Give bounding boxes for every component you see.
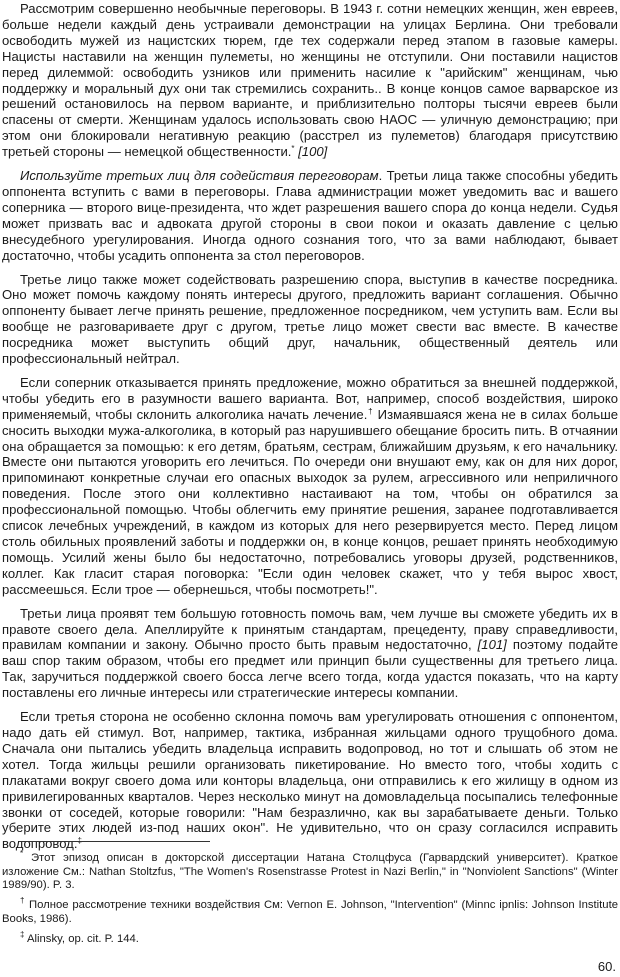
footnote [2, 896, 619, 926]
italic-text: Используйте третьих лиц для содействия переговорам [20, 168, 379, 184]
paragraph-text: Если третья сторона не особенно склонна помочь вам урегулировать отношения с оппонентом, надо дать ей стимул. Вот, например, тактика, избранная жильцами одного трущобного дома. Сначала они пытались убедить владельца исправить водопровод, но тот и слышать об этом не хотел. Тогда жильцы решили организовать пикетирование. Но вместо того, чтобы ходить с плакатами вокруг своего дома или конторы владельца, они отправились к его жилищу в одном из привилегированных кварталов. Через несколько минут на домовладельца посыпались телефонные звонки от соседей, которые говорили: "Нам безразлично, как вы зарабатываете деньги. Только уберите этих людей из-под наших окон". Не удивительно, что он сразу согласился исправить водопровод. [2, 709, 618, 852]
footnote-mark: † [20, 896, 26, 906]
paragraph [2, 606, 618, 701]
paragraph [2, 375, 618, 598]
paragraph-text: Рассмотрим совершенно необычные переговоры. В 1943 г. сотни немецких женщин, жен евреев, больше недели каждый день устраивали демонстрации на улицах Берлина. Они требовали освободить мужей из нацистских тюрем, где тех содержали перед этапом в газовые камеры. Нацисты наставили на женщин пулеметы, но женщины не отступили. Они поставили нацистов перед дилеммой: освободить узников или применить насилие к "арийским" женщинам, чью поддержку и моральный дух они так стремились сохранить.. В конце концов самое варварское из решений остановилось на первом варианте, и приблизительно полторы тысячи евреев были спасены от смерти. Женщинам удалось использовать свою НАОС — уличную демонстрацию; при этом они блокировали негативную реакцию (расстрел из пулеметов) благодаря присутствию третьей стороны — немецкой общественности. [2, 1, 618, 160]
footnote-marker: * [291, 144, 295, 154]
footnote-mark: * [20, 849, 24, 858]
footnote-text: Alinsky, op. cit. P. 144. [26, 932, 139, 945]
footnote-marker: † [367, 406, 374, 416]
paragraph [2, 709, 618, 852]
footnote-mark: ‡ [20, 929, 25, 939]
paragraph-text: Если соперник отказывается принять предложение, можно обратиться за внешней поддержкой, чтобы убедить его в разумности вашего варианта. Вот, например, способ воздействия, широко применяемый, чтобы склонить алкоголика начать лечение. [2, 374, 618, 422]
footnote [2, 929, 618, 947]
footnote-text: Этот эпизод описан в докторской диссертации Натана Столцфуса (Гарвардский университет). Краткое изложение См.: Nathan Stoltzfus, "The Women's Rosenstrasse Protest in Nazi Berlin," in "Nonviolent Sanctions" (Winter 1989/90). P. 3. [2, 852, 618, 892]
paragraph-text: поэтому подайте ваш спор таким образом, чтобы его предмет или принцип были существенны для третьего лица. Так, заручиться поддержкой своего босса легче всего тогда, когда удастся показать, что на карту поставлены его личные интересы или стратегические интересы компании. [2, 637, 618, 701]
italic-text: [100] [294, 144, 328, 160]
paragraph-text: Измаявшаяся жена не в силах больше сносить выходки мужа-алкоголика, в который раз нарушившего обещание бросить пить. В отчаянии она обращается за помощью: к его детям, братьям, сестрам, ближайшим друзьям, к его начальнику. Вместе они пытаются уговорить его лечиться. По очереди они внушают ему, как он для них дорог, припоминают конкретные случаи его опасных выходок за рулем, агрессивного или неприличного поведения. После этого они коллективно настаивают на том, чтобы он обратился за профессиональной помощью. Чтобы облегчить ему принятие решения, заранее подготавливается список лечебных учреждений, в каждом из которых для него резервируется место. Перед лицом столь обильных проявлений заботы и поддержки он, в конце концов, решает принять необходимую помощь. Усилий жены было бы недостаточно, потребовались уговоры друзей, родственников, коллег. Как гласит старая поговорка: "Если один человек скажет, что у тебя вырос хвост, рассмеешься. Если трое — обернешься, чтобы посмотреть!". [2, 406, 618, 597]
paragraph [2, 168, 618, 263]
paragraph-text: Третьи лица проявят тем большую готовность помочь вам, чем лучше вы сможете убедить их в правоте своего дела. Апеллируйте к принятым стандартам, прецеденту, праву справедливости, правилам компании и закону. Обычно просто быть правым недостаточно, [2, 605, 618, 653]
footnote-marker: ‡ [77, 836, 82, 846]
paragraph-text: Третье лицо также может содействовать разрешению спора, выступив в качестве посредника. Оно может помочь каждому понять интересы другого, предложить вариант соглашения. Обычно оппоненту бывает легче принять решение, предложенное посредником, чем уступить вам. Если вы вообще не разговариваете друг с другом, третье лицо может свести вас вместе. В качестве посредника может выступить общий друг, начальник, общественный деятель или профессиональный нейтрал. [2, 271, 618, 367]
italic-text: [101] [477, 637, 507, 653]
paragraph [2, 1, 618, 160]
paragraph [2, 272, 618, 367]
body-text [2, 1, 618, 852]
footnote-divider [20, 841, 210, 842]
page-number: 60. [597, 959, 616, 974]
footnote [2, 849, 618, 893]
footnotes [2, 849, 619, 952]
paragraph-text: . Третьи лица также способны убедить оппонента вступить с вами в переговоры. Глава администрации может уведомить вас и вашего соперника — второго вице-президента, что ждет разрешения вашего спора до конца недели. Судья может призвать вас и адвоката другой стороны в свои покои и оказать давление с целью внесудебного урегулирования. Иногда одного сознания того, что за вами наблюдают, бывает достаточно, чтобы усадить оппонента за стол переговоров. [2, 168, 618, 263]
footnote-text: Полное рассмотрение техники воздействия См: Vernon E. Johnson, "Intervention" (Minnc ipnlis: Johnson Institute Books, 1986). [2, 899, 619, 925]
